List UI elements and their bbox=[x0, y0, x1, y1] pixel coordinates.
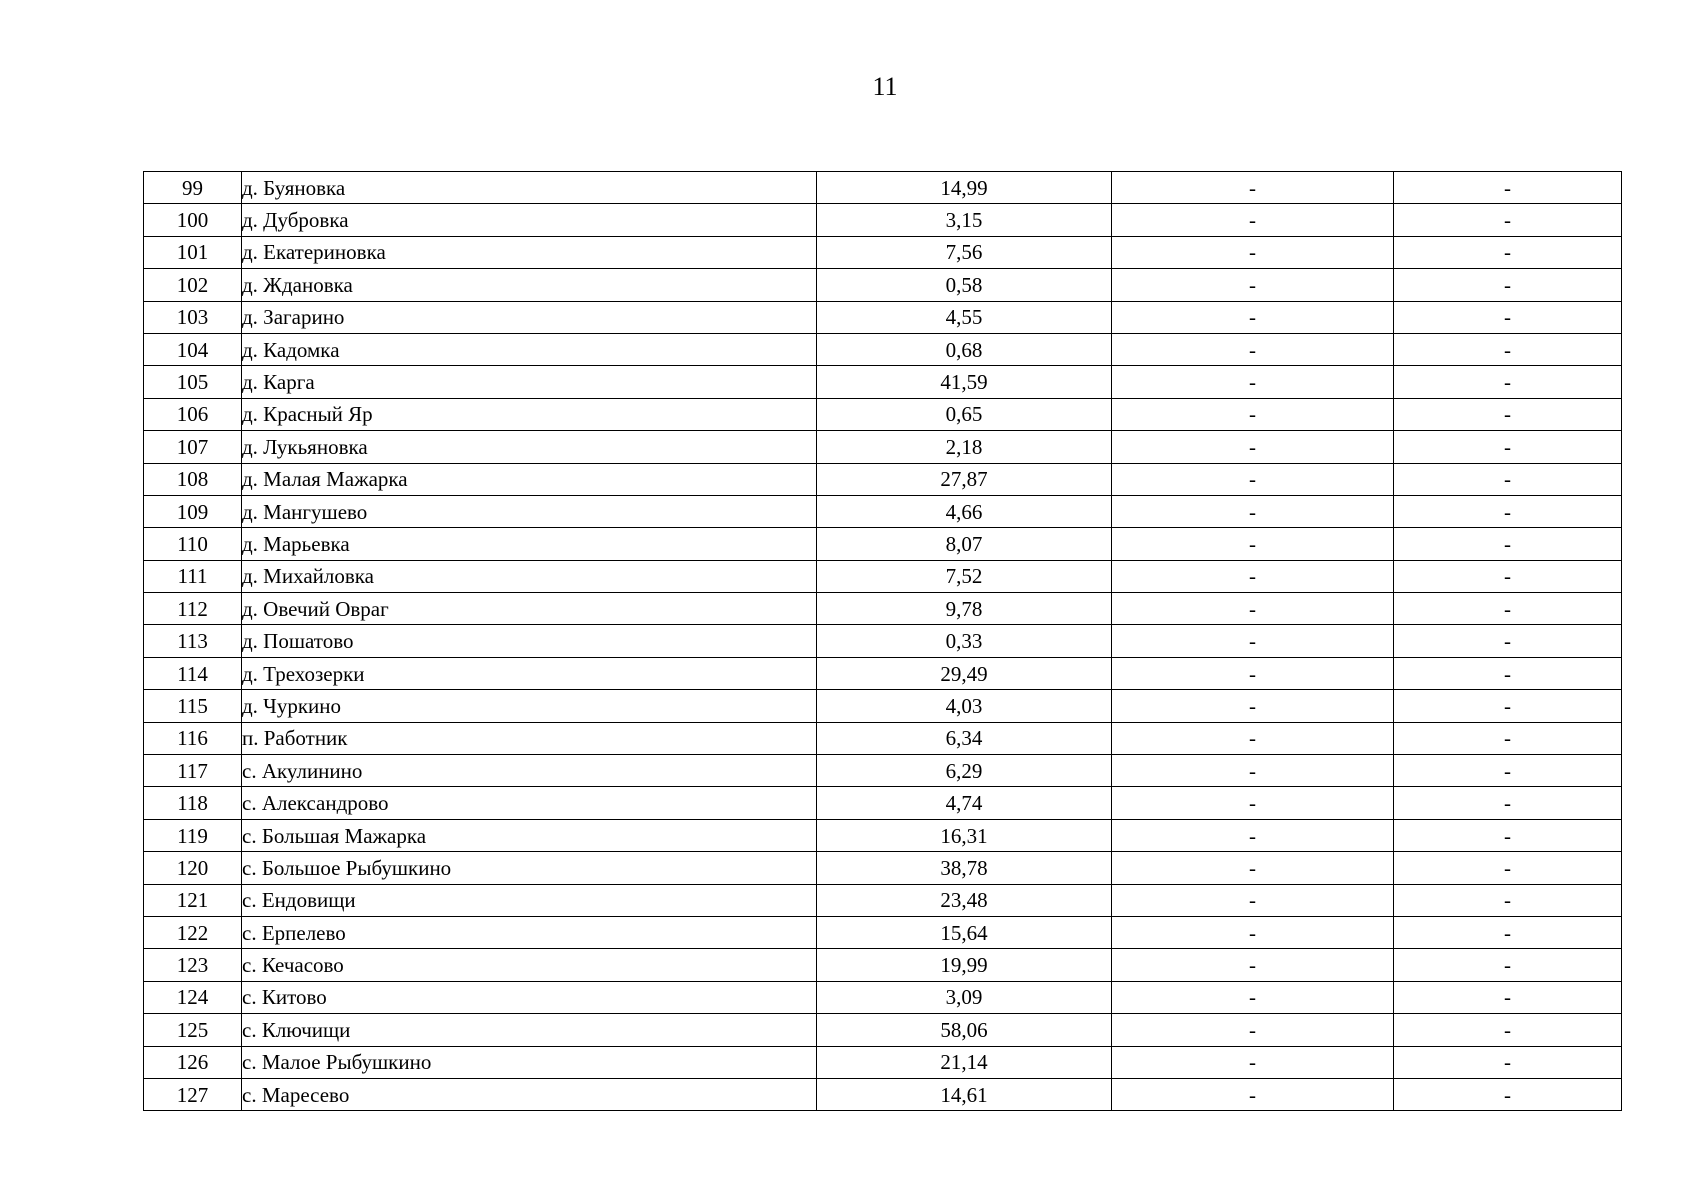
column-5-cell: - bbox=[1394, 528, 1622, 560]
table-row bbox=[144, 269, 1622, 301]
column-5-cell: - bbox=[1394, 1014, 1622, 1046]
column-5-cell: - bbox=[1394, 301, 1622, 333]
area-value-cell: 6,34 bbox=[817, 722, 1112, 754]
area-value-cell: 16,31 bbox=[817, 819, 1112, 851]
table-row bbox=[144, 593, 1622, 625]
row-number-cell: 108 bbox=[144, 463, 242, 495]
table-row bbox=[144, 1046, 1622, 1078]
area-value-cell: 19,99 bbox=[817, 949, 1112, 981]
area-value-cell: 15,64 bbox=[817, 916, 1112, 948]
table-row bbox=[144, 787, 1622, 819]
column-5-cell: - bbox=[1394, 398, 1622, 430]
column-4-cell: - bbox=[1112, 528, 1394, 560]
settlement-name-cell: д. Екатериновка bbox=[242, 236, 817, 268]
column-4-cell: - bbox=[1112, 722, 1394, 754]
settlement-name-cell: с. Большое Рыбушкино bbox=[242, 852, 817, 884]
settlement-name-cell: с. Малое Рыбушкино bbox=[242, 1046, 817, 1078]
column-4-cell: - bbox=[1112, 657, 1394, 689]
area-value-cell: 27,87 bbox=[817, 463, 1112, 495]
column-4-cell: - bbox=[1112, 884, 1394, 916]
column-5-cell: - bbox=[1394, 1046, 1622, 1078]
table-row bbox=[144, 755, 1622, 787]
settlement-name-cell: д. Буяновка bbox=[242, 172, 817, 204]
area-value-cell: 58,06 bbox=[817, 1014, 1112, 1046]
column-4-cell: - bbox=[1112, 301, 1394, 333]
table-row bbox=[144, 949, 1622, 981]
column-4-cell: - bbox=[1112, 690, 1394, 722]
area-value-cell: 6,29 bbox=[817, 755, 1112, 787]
column-5-cell: - bbox=[1394, 916, 1622, 948]
row-number-cell: 107 bbox=[144, 431, 242, 463]
column-5-cell: - bbox=[1394, 560, 1622, 592]
column-4-cell: - bbox=[1112, 333, 1394, 365]
column-5-cell: - bbox=[1394, 593, 1622, 625]
table-row bbox=[144, 884, 1622, 916]
area-value-cell: 4,03 bbox=[817, 690, 1112, 722]
table-row bbox=[144, 398, 1622, 430]
column-4-cell: - bbox=[1112, 981, 1394, 1013]
row-number-cell: 100 bbox=[144, 204, 242, 236]
column-4-cell: - bbox=[1112, 852, 1394, 884]
column-5-cell: - bbox=[1394, 949, 1622, 981]
column-5-cell: - bbox=[1394, 463, 1622, 495]
area-value-cell: 0,33 bbox=[817, 625, 1112, 657]
table-row bbox=[144, 916, 1622, 948]
settlement-name-cell: д. Пошатово bbox=[242, 625, 817, 657]
settlement-name-cell: д. Чуркино bbox=[242, 690, 817, 722]
area-value-cell: 38,78 bbox=[817, 852, 1112, 884]
row-number-cell: 106 bbox=[144, 398, 242, 430]
table-row bbox=[144, 204, 1622, 236]
column-4-cell: - bbox=[1112, 787, 1394, 819]
settlement-name-cell: д. Дубровка bbox=[242, 204, 817, 236]
row-number-cell: 113 bbox=[144, 625, 242, 657]
row-number-cell: 120 bbox=[144, 852, 242, 884]
table-row bbox=[144, 852, 1622, 884]
column-4-cell: - bbox=[1112, 1078, 1394, 1110]
row-number-cell: 112 bbox=[144, 593, 242, 625]
column-5-cell: - bbox=[1394, 625, 1622, 657]
settlements-table bbox=[143, 171, 1622, 1111]
settlement-name-cell: д. Кадомка bbox=[242, 333, 817, 365]
column-4-cell: - bbox=[1112, 236, 1394, 268]
column-5-cell: - bbox=[1394, 333, 1622, 365]
column-5-cell: - bbox=[1394, 204, 1622, 236]
area-value-cell: 2,18 bbox=[817, 431, 1112, 463]
area-value-cell: 4,66 bbox=[817, 495, 1112, 527]
settlement-name-cell: д. Ждановка bbox=[242, 269, 817, 301]
area-value-cell: 9,78 bbox=[817, 593, 1112, 625]
table-row bbox=[144, 690, 1622, 722]
column-4-cell: - bbox=[1112, 949, 1394, 981]
column-4-cell: - bbox=[1112, 1014, 1394, 1046]
column-4-cell: - bbox=[1112, 495, 1394, 527]
table-row bbox=[144, 301, 1622, 333]
table-row bbox=[144, 528, 1622, 560]
area-value-cell: 0,68 bbox=[817, 333, 1112, 365]
area-value-cell: 4,74 bbox=[817, 787, 1112, 819]
column-4-cell: - bbox=[1112, 269, 1394, 301]
row-number-cell: 126 bbox=[144, 1046, 242, 1078]
settlement-name-cell: с. Александрово bbox=[242, 787, 817, 819]
settlement-name-cell: с. Маресево bbox=[242, 1078, 817, 1110]
row-number-cell: 124 bbox=[144, 981, 242, 1013]
column-5-cell: - bbox=[1394, 236, 1622, 268]
row-number-cell: 119 bbox=[144, 819, 242, 851]
column-5-cell: - bbox=[1394, 819, 1622, 851]
table-row bbox=[144, 722, 1622, 754]
settlement-name-cell: д. Карга bbox=[242, 366, 817, 398]
settlement-name-cell: с. Акулинино bbox=[242, 755, 817, 787]
column-4-cell: - bbox=[1112, 204, 1394, 236]
table-row bbox=[144, 333, 1622, 365]
column-4-cell: - bbox=[1112, 560, 1394, 592]
column-5-cell: - bbox=[1394, 722, 1622, 754]
area-value-cell: 4,55 bbox=[817, 301, 1112, 333]
area-value-cell: 41,59 bbox=[817, 366, 1112, 398]
row-number-cell: 122 bbox=[144, 916, 242, 948]
settlement-name-cell: д. Мангушево bbox=[242, 495, 817, 527]
row-number-cell: 104 bbox=[144, 333, 242, 365]
table-row bbox=[144, 657, 1622, 689]
table-row bbox=[144, 495, 1622, 527]
table-row bbox=[144, 1078, 1622, 1110]
row-number-cell: 115 bbox=[144, 690, 242, 722]
settlement-name-cell: д. Марьевка bbox=[242, 528, 817, 560]
settlement-name-cell: с. Ендовищи bbox=[242, 884, 817, 916]
column-5-cell: - bbox=[1394, 172, 1622, 204]
column-5-cell: - bbox=[1394, 657, 1622, 689]
area-value-cell: 14,61 bbox=[817, 1078, 1112, 1110]
settlement-name-cell: с. Китово bbox=[242, 981, 817, 1013]
column-4-cell: - bbox=[1112, 755, 1394, 787]
table-row bbox=[144, 366, 1622, 398]
area-value-cell: 14,99 bbox=[817, 172, 1112, 204]
page-number: 11 bbox=[872, 72, 898, 101]
row-number-cell: 103 bbox=[144, 301, 242, 333]
row-number-cell: 123 bbox=[144, 949, 242, 981]
row-number-cell: 110 bbox=[144, 528, 242, 560]
row-number-cell: 114 bbox=[144, 657, 242, 689]
row-number-cell: 101 bbox=[144, 236, 242, 268]
settlement-name-cell: д. Трехозерки bbox=[242, 657, 817, 689]
row-number-cell: 116 bbox=[144, 722, 242, 754]
table-row bbox=[144, 819, 1622, 851]
settlement-name-cell: с. Ключищи bbox=[242, 1014, 817, 1046]
row-number-cell: 111 bbox=[144, 560, 242, 592]
column-4-cell: - bbox=[1112, 366, 1394, 398]
settlement-name-cell: д. Загарино bbox=[242, 301, 817, 333]
settlement-name-cell: д. Лукьяновка bbox=[242, 431, 817, 463]
column-4-cell: - bbox=[1112, 463, 1394, 495]
column-5-cell: - bbox=[1394, 755, 1622, 787]
table-row bbox=[144, 236, 1622, 268]
settlement-name-cell: п. Работник bbox=[242, 722, 817, 754]
table-row bbox=[144, 981, 1622, 1013]
area-value-cell: 29,49 bbox=[817, 657, 1112, 689]
column-5-cell: - bbox=[1394, 495, 1622, 527]
settlement-name-cell: с. Кечасово bbox=[242, 949, 817, 981]
settlement-name-cell: д. Красный Яр bbox=[242, 398, 817, 430]
column-5-cell: - bbox=[1394, 852, 1622, 884]
row-number-cell: 121 bbox=[144, 884, 242, 916]
row-number-cell: 99 bbox=[144, 172, 242, 204]
area-value-cell: 23,48 bbox=[817, 884, 1112, 916]
area-value-cell: 0,58 bbox=[817, 269, 1112, 301]
column-4-cell: - bbox=[1112, 819, 1394, 851]
row-number-cell: 102 bbox=[144, 269, 242, 301]
settlement-name-cell: с. Ерпелево bbox=[242, 916, 817, 948]
settlement-name-cell: с. Большая Мажарка bbox=[242, 819, 817, 851]
row-number-cell: 109 bbox=[144, 495, 242, 527]
row-number-cell: 105 bbox=[144, 366, 242, 398]
table-body bbox=[144, 172, 1622, 1111]
area-value-cell: 21,14 bbox=[817, 1046, 1112, 1078]
area-value-cell: 7,52 bbox=[817, 560, 1112, 592]
table-row bbox=[144, 625, 1622, 657]
column-4-cell: - bbox=[1112, 172, 1394, 204]
row-number-cell: 118 bbox=[144, 787, 242, 819]
area-value-cell: 8,07 bbox=[817, 528, 1112, 560]
table-row bbox=[144, 172, 1622, 204]
column-5-cell: - bbox=[1394, 1078, 1622, 1110]
column-5-cell: - bbox=[1394, 884, 1622, 916]
table-row bbox=[144, 463, 1622, 495]
column-4-cell: - bbox=[1112, 593, 1394, 625]
row-number-cell: 117 bbox=[144, 755, 242, 787]
row-number-cell: 127 bbox=[144, 1078, 242, 1110]
column-4-cell: - bbox=[1112, 398, 1394, 430]
column-4-cell: - bbox=[1112, 1046, 1394, 1078]
table-row bbox=[144, 431, 1622, 463]
column-5-cell: - bbox=[1394, 366, 1622, 398]
area-value-cell: 7,56 bbox=[817, 236, 1112, 268]
area-value-cell: 0,65 bbox=[817, 398, 1112, 430]
column-4-cell: - bbox=[1112, 625, 1394, 657]
area-value-cell: 3,09 bbox=[817, 981, 1112, 1013]
column-4-cell: - bbox=[1112, 431, 1394, 463]
settlement-name-cell: д. Овечий Овраг bbox=[242, 593, 817, 625]
settlement-name-cell: д. Малая Мажарка bbox=[242, 463, 817, 495]
column-5-cell: - bbox=[1394, 269, 1622, 301]
area-value-cell: 3,15 bbox=[817, 204, 1112, 236]
settlement-name-cell: д. Михайловка bbox=[242, 560, 817, 592]
column-5-cell: - bbox=[1394, 981, 1622, 1013]
column-5-cell: - bbox=[1394, 690, 1622, 722]
column-4-cell: - bbox=[1112, 916, 1394, 948]
row-number-cell: 125 bbox=[144, 1014, 242, 1046]
table-row bbox=[144, 1014, 1622, 1046]
column-5-cell: - bbox=[1394, 787, 1622, 819]
column-5-cell: - bbox=[1394, 431, 1622, 463]
table-row bbox=[144, 560, 1622, 592]
